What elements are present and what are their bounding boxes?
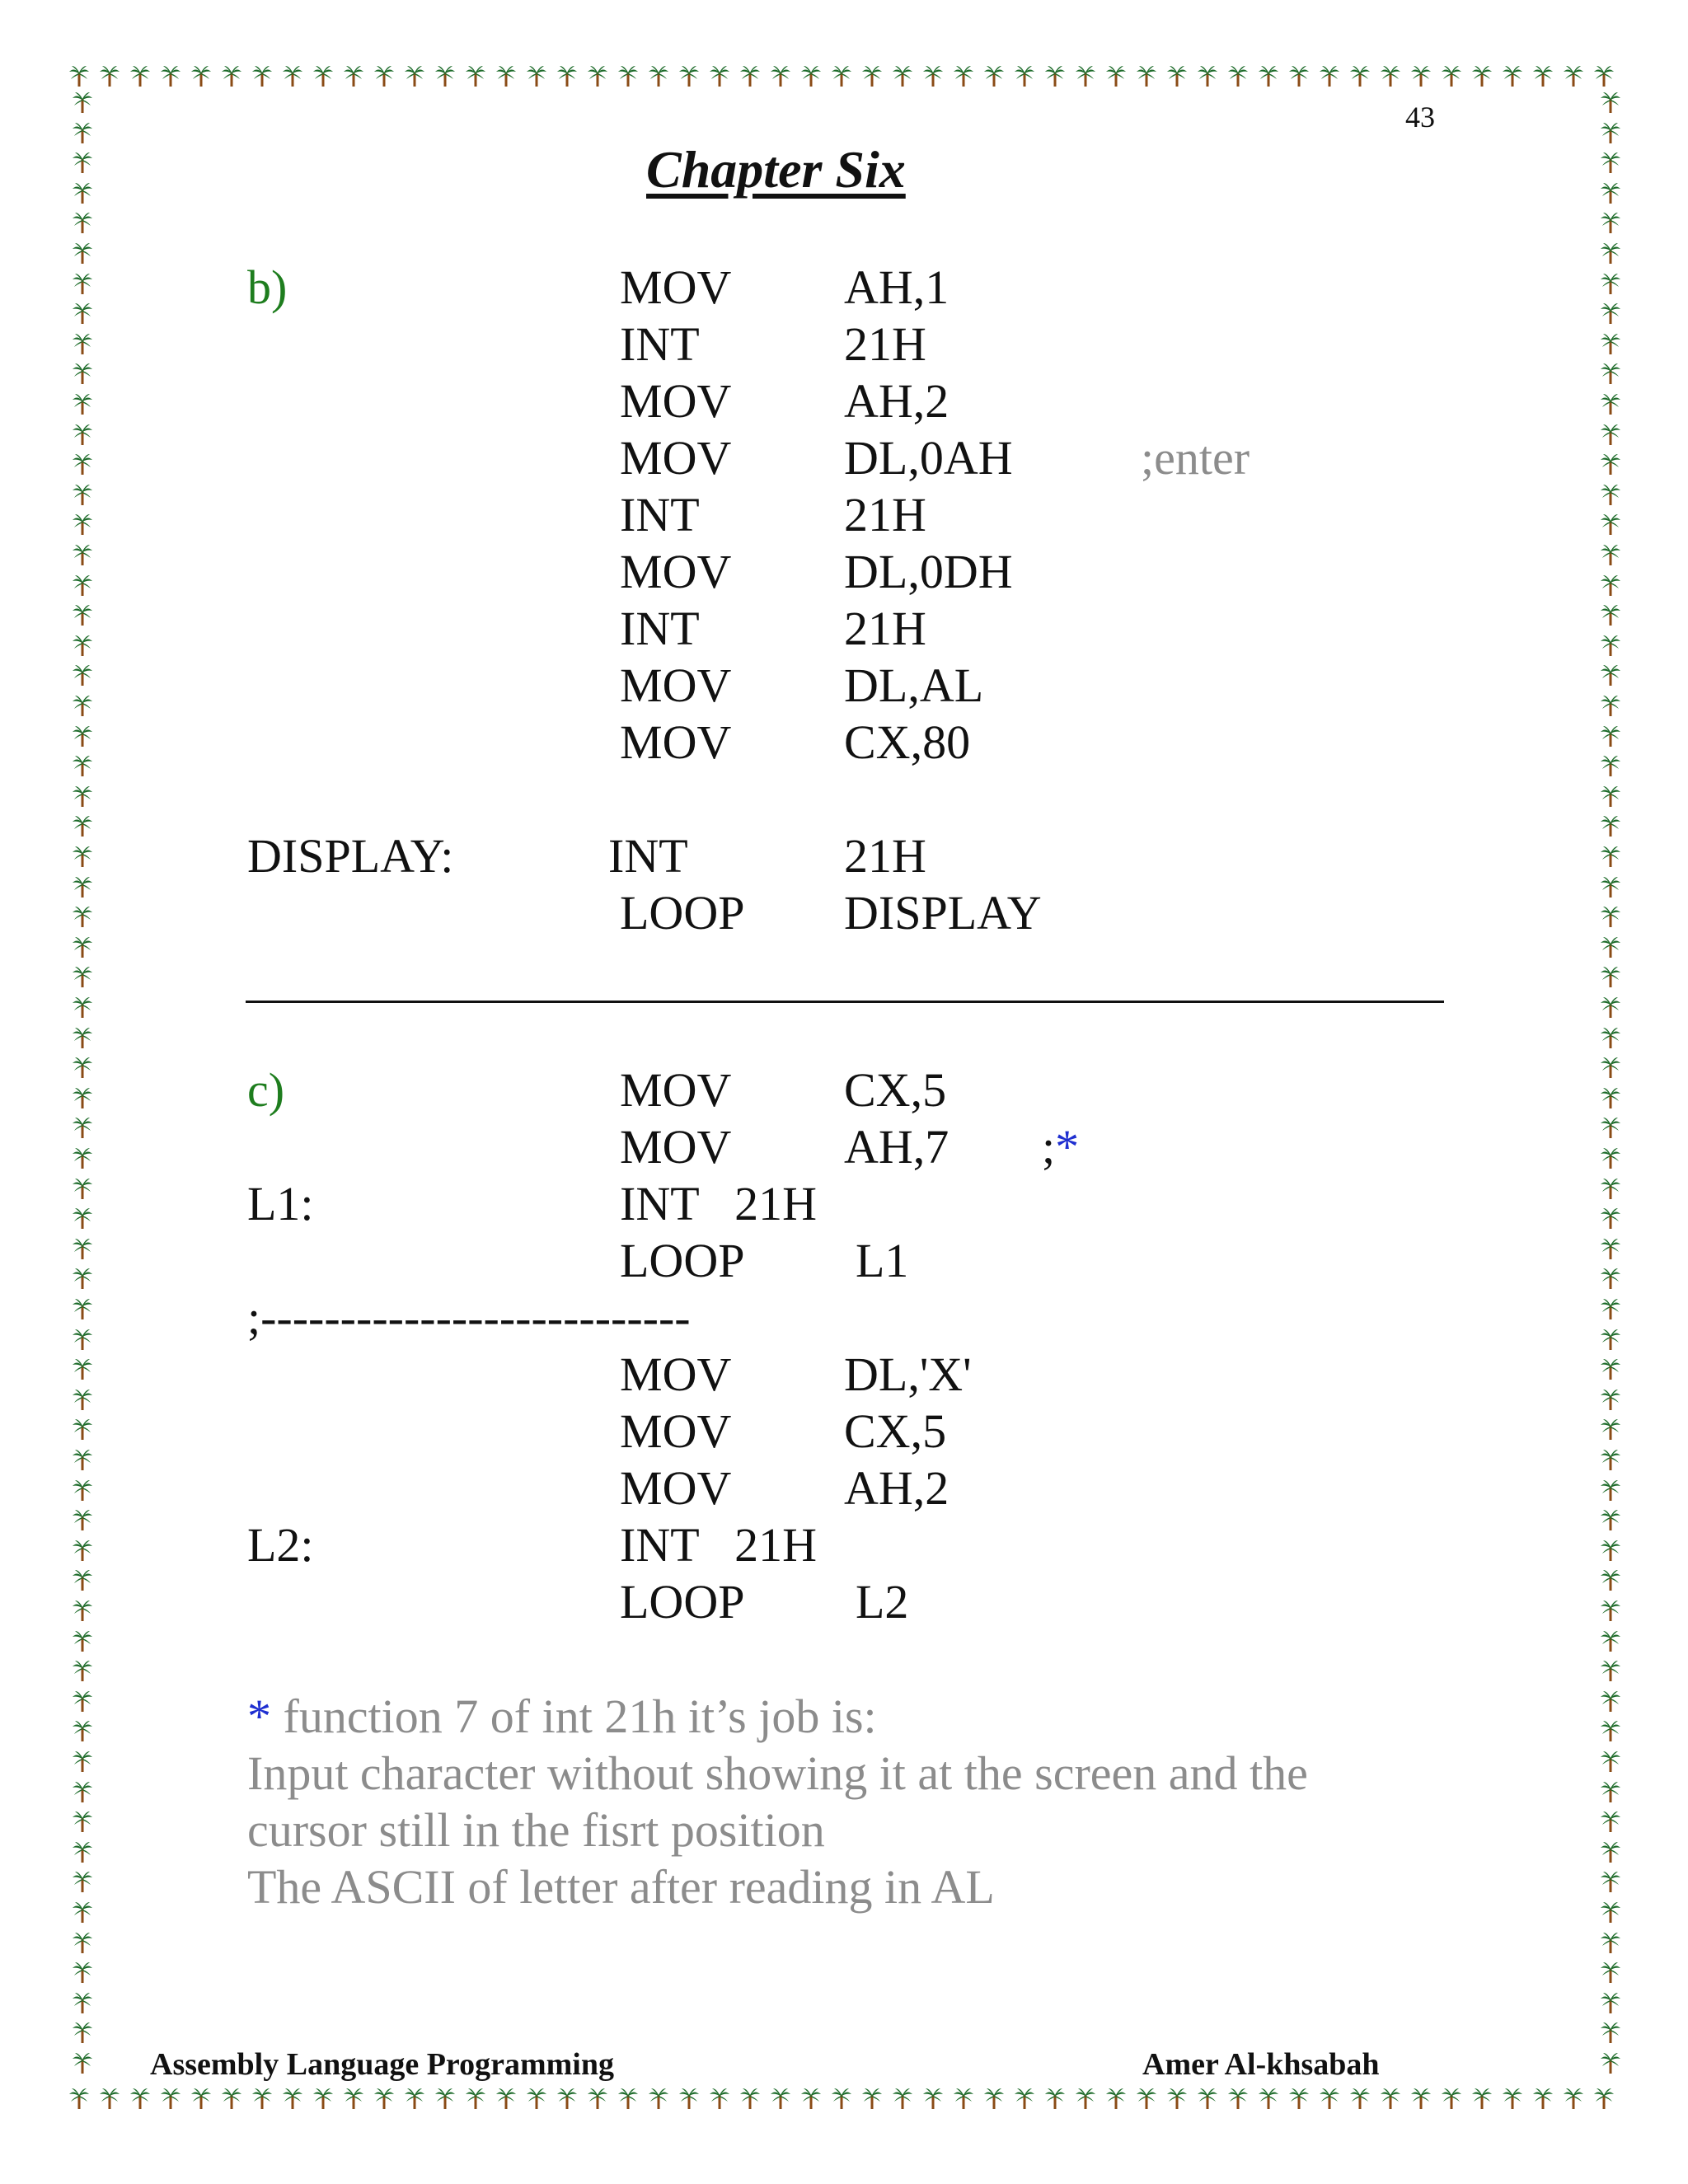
palm-tree-icon <box>1074 2087 1097 2110</box>
palm-tree-icon <box>1043 2087 1067 2110</box>
palm-tree-icon <box>71 2051 94 2074</box>
palm-tree-icon <box>1599 1297 1622 1320</box>
palm-tree-icon <box>769 2087 792 2110</box>
palm-tree-icon <box>891 64 914 87</box>
palm-tree-icon <box>799 64 823 87</box>
palm-tree-icon <box>1599 1177 1622 1200</box>
l2-label: L2: <box>247 1518 314 1572</box>
code-line: INT 21H <box>620 1177 817 1230</box>
palm-tree-icon <box>71 1328 94 1351</box>
palm-tree-icon <box>71 1207 94 1230</box>
palm-tree-icon <box>1165 64 1189 87</box>
code-arg: DL,'X' <box>844 1347 972 1401</box>
palm-tree-icon <box>71 362 94 385</box>
palm-tree-icon <box>434 2087 457 2110</box>
section-c-label: c) <box>247 1063 285 1117</box>
palm-tree-icon <box>1599 211 1622 234</box>
palm-tree-icon <box>190 64 213 87</box>
section-divider <box>246 1001 1444 1003</box>
palm-tree-icon <box>1562 2087 1585 2110</box>
palm-tree-icon <box>71 814 94 837</box>
palm-tree-icon <box>71 1146 94 1169</box>
palm-tree-icon <box>1599 603 1622 626</box>
palm-tree-icon <box>982 64 1006 87</box>
palm-tree-icon <box>1592 2087 1615 2110</box>
palm-tree-icon <box>830 64 853 87</box>
palm-tree-icon <box>251 2087 274 2110</box>
palm-tree-icon <box>71 1900 94 1924</box>
palm-tree-icon <box>71 121 94 144</box>
palm-tree-icon <box>71 1659 94 1682</box>
palm-tree-icon <box>129 64 152 87</box>
palm-tree-icon <box>71 1690 94 1713</box>
footer-author: Amer Al-khsabah <box>1142 2047 1380 2082</box>
palm-tree-icon <box>220 2087 243 2110</box>
palm-tree-icon <box>71 905 94 928</box>
asterisk-icon: * <box>247 1690 271 1743</box>
code-arg: DL,0DH <box>844 545 1013 598</box>
palm-tree-icon <box>1599 905 1622 928</box>
palm-tree-icon <box>71 2021 94 2044</box>
palm-tree-icon <box>1379 64 1402 87</box>
border-left <box>68 91 97 2083</box>
palm-tree-icon <box>982 2087 1006 2110</box>
code-arg: DL,0AH <box>844 431 1013 485</box>
palm-tree-icon <box>71 663 94 687</box>
palm-tree-icon <box>678 2087 701 2110</box>
code-arg: AH,2 <box>844 374 950 428</box>
palm-tree-icon <box>1599 1719 1622 1742</box>
palm-tree-icon <box>860 64 884 87</box>
palm-tree-icon <box>1013 64 1036 87</box>
code-arg: 21H <box>844 602 926 655</box>
palm-tree-icon <box>1599 1659 1622 1682</box>
palm-tree-icon <box>1599 875 1622 898</box>
palm-tree-icon <box>1599 1961 1622 1984</box>
palm-tree-icon <box>1599 724 1622 748</box>
code-arg: AH,2 <box>844 1461 950 1515</box>
code-op: INT <box>620 488 700 541</box>
palm-tree-icon <box>1599 1599 1622 1622</box>
note-text: function 7 of int 21h it’s job is: <box>271 1690 877 1743</box>
palm-tree-icon <box>71 1539 94 1562</box>
palm-tree-icon <box>1599 302 1622 325</box>
code-comment <box>1042 1120 1080 1174</box>
comment-semicolon: ; <box>1042 1120 1056 1174</box>
palm-tree-icon <box>952 64 975 87</box>
palm-tree-icon <box>1470 64 1493 87</box>
palm-tree-icon <box>1409 64 1432 87</box>
code-arg: DL,AL <box>844 658 984 712</box>
palm-tree-icon <box>1531 2087 1554 2110</box>
palm-tree-icon <box>1348 2087 1372 2110</box>
palm-tree-icon <box>891 2087 914 2110</box>
palm-tree-icon <box>1599 392 1622 415</box>
palm-tree-icon <box>71 603 94 626</box>
palm-tree-icon <box>71 302 94 325</box>
palm-tree-icon <box>1599 121 1622 144</box>
code-arg: CX,5 <box>844 1063 947 1117</box>
palm-tree-icon <box>1135 2087 1158 2110</box>
palm-tree-icon <box>1599 2021 1622 2044</box>
palm-tree-icon <box>1348 64 1372 87</box>
palm-tree-icon <box>68 64 91 87</box>
palm-tree-icon <box>373 64 396 87</box>
palm-tree-icon <box>1318 2087 1341 2110</box>
code-arg: AH,7 <box>844 1120 950 1174</box>
palm-tree-icon <box>71 1267 94 1290</box>
palm-tree-icon <box>1599 2051 1622 2074</box>
palm-tree-icon <box>1599 1750 1622 1773</box>
palm-tree-icon <box>1599 1086 1622 1109</box>
palm-tree-icon <box>71 754 94 777</box>
code-arg: CX,80 <box>844 715 971 769</box>
palm-tree-icon <box>71 423 94 446</box>
code-op: LOOP <box>620 1575 745 1629</box>
footer-book-title: Assembly Language Programming <box>150 2047 614 2082</box>
palm-tree-icon <box>71 1780 94 1803</box>
palm-tree-icon <box>1135 64 1158 87</box>
palm-tree-icon <box>1599 965 1622 988</box>
palm-tree-icon <box>71 1931 94 1954</box>
palm-tree-icon <box>1599 1479 1622 1502</box>
palm-tree-icon <box>1599 1840 1622 1863</box>
palm-tree-icon <box>1599 694 1622 717</box>
palm-tree-icon <box>1599 1418 1622 1441</box>
palm-tree-icon <box>860 2087 884 2110</box>
palm-tree-icon <box>1226 64 1250 87</box>
palm-tree-icon <box>1592 64 1615 87</box>
palm-tree-icon <box>1599 1026 1622 1049</box>
palm-tree-icon <box>1257 64 1280 87</box>
palm-tree-icon <box>71 211 94 234</box>
section-b-label: b) <box>247 260 288 314</box>
palm-tree-icon <box>921 2087 945 2110</box>
note-line-2: Input character without showing it at the screen and the <box>247 1746 1308 1800</box>
palm-tree-icon <box>1599 362 1622 385</box>
palm-tree-icon <box>71 845 94 868</box>
palm-tree-icon <box>71 483 94 506</box>
code-arg: L1 <box>856 1234 909 1287</box>
palm-tree-icon <box>312 64 335 87</box>
palm-tree-icon <box>708 64 731 87</box>
palm-tree-icon <box>1599 1056 1622 1079</box>
code-arg: L2 <box>856 1575 909 1629</box>
code-op: MOV <box>620 545 732 598</box>
palm-tree-icon <box>556 2087 579 2110</box>
palm-tree-icon <box>434 64 457 87</box>
palm-tree-icon <box>342 64 365 87</box>
palm-tree-icon <box>464 64 487 87</box>
palm-tree-icon <box>403 2087 426 2110</box>
palm-tree-icon <box>1196 64 1219 87</box>
palm-tree-icon <box>312 2087 335 2110</box>
palm-tree-icon <box>71 1810 94 1833</box>
palm-tree-icon <box>525 64 548 87</box>
palm-tree-icon <box>159 64 182 87</box>
palm-tree-icon <box>71 694 94 717</box>
palm-tree-icon <box>1226 2087 1250 2110</box>
palm-tree-icon <box>738 2087 762 2110</box>
palm-tree-icon <box>71 513 94 536</box>
palm-tree-icon <box>98 2087 121 2110</box>
palm-tree-icon <box>403 64 426 87</box>
palm-tree-icon <box>1599 996 1622 1019</box>
palm-tree-icon <box>586 2087 609 2110</box>
palm-tree-icon <box>71 875 94 898</box>
palm-tree-icon <box>71 785 94 808</box>
page-number: 43 <box>1405 101 1435 134</box>
palm-tree-icon <box>71 91 94 114</box>
palm-tree-icon <box>71 241 94 265</box>
palm-tree-icon <box>1074 64 1097 87</box>
note-line-4: The ASCII of letter after reading in AL <box>247 1860 995 1914</box>
l1-label: L1: <box>247 1177 314 1230</box>
palm-tree-icon <box>71 1448 94 1471</box>
code-op: LOOP <box>620 1234 745 1287</box>
palm-tree-icon <box>373 2087 396 2110</box>
palm-tree-icon <box>1599 754 1622 777</box>
palm-tree-icon <box>769 64 792 87</box>
code-op: MOV <box>620 658 732 712</box>
palm-tree-icon <box>98 64 121 87</box>
palm-tree-icon <box>159 2087 182 2110</box>
palm-tree-icon <box>71 543 94 566</box>
code-comment: ;enter <box>1141 431 1250 485</box>
palm-tree-icon <box>495 64 518 87</box>
palm-tree-icon <box>556 64 579 87</box>
palm-tree-icon <box>1599 151 1622 174</box>
palm-tree-icon <box>1599 241 1622 265</box>
palm-tree-icon <box>71 996 94 1019</box>
border-right <box>1596 91 1625 2083</box>
palm-tree-icon <box>1599 1900 1622 1924</box>
palm-tree-icon <box>71 332 94 355</box>
palm-tree-icon <box>1562 64 1585 87</box>
palm-tree-icon <box>1599 634 1622 657</box>
palm-tree-icon <box>71 1177 94 1200</box>
palm-tree-icon <box>1599 935 1622 958</box>
palm-tree-icon <box>1599 1629 1622 1652</box>
palm-tree-icon <box>1013 2087 1036 2110</box>
palm-tree-icon <box>1599 1539 1622 1562</box>
palm-tree-icon <box>1440 64 1463 87</box>
palm-tree-icon <box>1599 1870 1622 1893</box>
palm-tree-icon <box>71 181 94 204</box>
palm-tree-icon <box>190 2087 213 2110</box>
palm-tree-icon <box>281 2087 304 2110</box>
palm-tree-icon <box>1599 1207 1622 1230</box>
code-op: MOV <box>620 1120 732 1174</box>
palm-tree-icon <box>1257 2087 1280 2110</box>
palm-tree-icon <box>1599 91 1622 114</box>
palm-tree-icon <box>1599 1508 1622 1531</box>
palm-tree-icon <box>647 64 670 87</box>
palm-tree-icon <box>68 2087 91 2110</box>
palm-tree-icon <box>1599 543 1622 566</box>
palm-tree-icon <box>708 2087 731 2110</box>
palm-tree-icon <box>1599 181 1622 204</box>
palm-tree-icon <box>1409 2087 1432 2110</box>
code-arg: CX,5 <box>844 1404 947 1458</box>
palm-tree-icon <box>1043 64 1067 87</box>
palm-tree-icon <box>71 1237 94 1260</box>
code-op: MOV <box>620 431 732 485</box>
code-line: INT 21H <box>620 1518 817 1572</box>
code-op: MOV <box>620 1461 732 1515</box>
palm-tree-icon <box>281 64 304 87</box>
palm-tree-icon <box>1599 663 1622 687</box>
chapter-title: Chapter Six <box>646 140 906 199</box>
palm-tree-icon <box>71 965 94 988</box>
palm-tree-icon <box>952 2087 975 2110</box>
palm-tree-icon <box>1599 814 1622 837</box>
palm-tree-icon <box>1531 64 1554 87</box>
code-arg: 21H <box>844 829 926 883</box>
palm-tree-icon <box>71 1116 94 1139</box>
note-line-1 <box>247 1690 877 1743</box>
palm-tree-icon <box>71 1870 94 1893</box>
palm-tree-icon <box>1599 1357 1622 1380</box>
palm-tree-icon <box>1599 332 1622 355</box>
palm-tree-icon <box>1599 452 1622 476</box>
palm-tree-icon <box>1599 845 1622 868</box>
palm-tree-icon <box>617 2087 640 2110</box>
palm-tree-icon <box>342 2087 365 2110</box>
palm-tree-icon <box>71 1599 94 1622</box>
asterisk-icon: * <box>1055 1120 1080 1174</box>
palm-tree-icon <box>1599 483 1622 506</box>
palm-tree-icon <box>71 935 94 958</box>
palm-tree-icon <box>1287 2087 1311 2110</box>
code-op: MOV <box>620 1404 732 1458</box>
palm-tree-icon <box>129 2087 152 2110</box>
palm-tree-icon <box>647 2087 670 2110</box>
palm-tree-icon <box>71 392 94 415</box>
palm-tree-icon <box>71 1357 94 1380</box>
code-arg: 21H <box>844 317 926 371</box>
palm-tree-icon <box>830 2087 853 2110</box>
palm-tree-icon <box>251 64 274 87</box>
border-bottom <box>68 2083 1625 2113</box>
palm-tree-icon <box>71 1086 94 1109</box>
palm-tree-icon <box>1599 1146 1622 1169</box>
code-arg: DISPLAY <box>844 886 1042 940</box>
code-arg: AH,1 <box>844 260 950 314</box>
palm-tree-icon <box>71 452 94 476</box>
palm-tree-icon <box>71 1961 94 1984</box>
palm-tree-icon <box>1379 2087 1402 2110</box>
palm-tree-icon <box>71 1508 94 1531</box>
palm-tree-icon <box>71 151 94 174</box>
palm-tree-icon <box>71 724 94 748</box>
code-op: LOOP <box>620 886 745 940</box>
code-op: INT <box>608 829 688 883</box>
palm-tree-icon <box>220 64 243 87</box>
palm-tree-icon <box>71 1568 94 1591</box>
palm-tree-icon <box>678 64 701 87</box>
code-op: MOV <box>620 374 732 428</box>
palm-tree-icon <box>71 1750 94 1773</box>
code-op: MOV <box>620 1347 732 1401</box>
border-top <box>68 61 1625 91</box>
palm-tree-icon <box>1599 423 1622 446</box>
palm-tree-icon <box>1501 2087 1524 2110</box>
palm-tree-icon <box>1599 1810 1622 1833</box>
palm-tree-icon <box>1599 1328 1622 1351</box>
palm-tree-icon <box>1599 513 1622 536</box>
palm-tree-icon <box>1599 1388 1622 1411</box>
palm-tree-icon <box>1287 64 1311 87</box>
palm-tree-icon <box>1599 1568 1622 1591</box>
palm-tree-icon <box>1599 1237 1622 1260</box>
palm-tree-icon <box>1599 1931 1622 1954</box>
palm-tree-icon <box>1599 1448 1622 1471</box>
palm-tree-icon <box>495 2087 518 2110</box>
palm-tree-icon <box>617 64 640 87</box>
palm-tree-icon <box>799 2087 823 2110</box>
code-op: MOV <box>620 260 732 314</box>
palm-tree-icon <box>1599 1690 1622 1713</box>
palm-tree-icon <box>71 1479 94 1502</box>
palm-tree-icon <box>71 634 94 657</box>
code-op: MOV <box>620 715 732 769</box>
display-label: DISPLAY: <box>247 829 454 883</box>
palm-tree-icon <box>525 2087 548 2110</box>
palm-tree-icon <box>71 1056 94 1079</box>
palm-tree-icon <box>71 1629 94 1652</box>
palm-tree-icon <box>1318 64 1341 87</box>
palm-tree-icon <box>1599 272 1622 295</box>
palm-tree-icon <box>1470 2087 1493 2110</box>
palm-tree-icon <box>1104 64 1128 87</box>
comment-separator: ;--------------------------- <box>247 1291 691 1344</box>
palm-tree-icon <box>1599 574 1622 597</box>
palm-tree-icon <box>1501 64 1524 87</box>
palm-tree-icon <box>1104 2087 1128 2110</box>
code-arg: 21H <box>844 488 926 541</box>
palm-tree-icon <box>1599 785 1622 808</box>
palm-tree-icon <box>586 64 609 87</box>
palm-tree-icon <box>738 64 762 87</box>
palm-tree-icon <box>1599 1116 1622 1139</box>
palm-tree-icon <box>1165 2087 1189 2110</box>
note-line-3: cursor still in the fisrt position <box>247 1803 825 1857</box>
palm-tree-icon <box>1599 1780 1622 1803</box>
palm-tree-icon <box>1599 1991 1622 2014</box>
palm-tree-icon <box>71 1991 94 2014</box>
code-op: MOV <box>620 1063 732 1117</box>
palm-tree-icon <box>71 272 94 295</box>
palm-tree-icon <box>1196 2087 1219 2110</box>
palm-tree-icon <box>71 1719 94 1742</box>
palm-tree-icon <box>1440 2087 1463 2110</box>
palm-tree-icon <box>71 574 94 597</box>
palm-tree-icon <box>71 1297 94 1320</box>
palm-tree-icon <box>71 1388 94 1411</box>
code-op: INT <box>620 317 700 371</box>
code-op: INT <box>620 602 700 655</box>
palm-tree-icon <box>1599 1267 1622 1290</box>
palm-tree-icon <box>921 64 945 87</box>
palm-tree-icon <box>71 1840 94 1863</box>
palm-tree-icon <box>71 1418 94 1441</box>
palm-tree-icon <box>71 1026 94 1049</box>
palm-tree-icon <box>464 2087 487 2110</box>
